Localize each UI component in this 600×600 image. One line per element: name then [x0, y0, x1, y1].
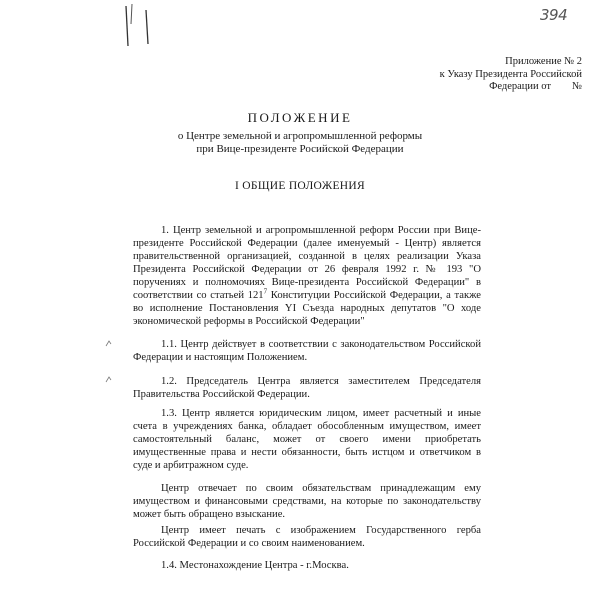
margin-scan-mark-1 [104, 338, 114, 348]
appendix-line-2: к Указу Президента Российской [439, 68, 582, 80]
paragraph-1-2-text: 1.2. Председатель Центра является заместителем Председателя Правительства Российской Федерации. [133, 376, 481, 400]
paragraph-1-4 [133, 559, 481, 572]
scratch-line-3 [146, 10, 148, 44]
paragraph-liability [133, 482, 481, 521]
margin-scan-mark-2 [104, 374, 114, 384]
paragraph-liability-text: Центр отвечает по своим обязательствам принадлежащим ему имуществом и финансовыми средствами, на которые по законодательству может быть обращено взыскание. [133, 483, 481, 520]
subtitle-line-2: при Вице-президенте Росийской Федерации [196, 143, 404, 155]
paragraph-seal-text: Центр имеет печать с изображением Государственного герба Российской Федерации и со своим наименованием. [133, 525, 481, 549]
document-title: ПОЛОЖЕНИЕ [247, 110, 353, 125]
paragraph-1-1-text: 1.1. Центр действует в соответствии с законодательством Российской Федерации и настоящим Положением. [133, 339, 481, 363]
paragraph-1-3 [133, 407, 481, 472]
handwritten-page-number: 394 [540, 6, 568, 24]
subtitle-line-1: о Центре земельной и агропромышленной реформы [177, 130, 423, 142]
appendix-header [322, 56, 582, 94]
scratch-line-2 [131, 4, 132, 24]
appendix-line-3: Федерации от № [489, 81, 582, 92]
paragraph-1-text-b: Конституции Российской Федерации, а также во исполнение Постановления YI Съезда народных депутатов "О ходе экономической реформы в Российской Федерации" [133, 290, 481, 327]
paragraph-1-2 [133, 375, 481, 401]
document-subtitle [0, 130, 600, 156]
paragraph-1-3-text: 1.3. Центр является юридическим лицом, имеет расчетный и иные счета в учреждениях банка, обладает обособленным имуществом, имеет самостоятельный баланс, может от своего имени приобретать имущественные права и нести обязанности, быть истцом и ответчиком в суде и арбитражном суде. [133, 408, 481, 471]
appendix-line-1: Приложение № 2 [505, 56, 582, 67]
paragraph-1-1 [133, 338, 481, 364]
paragraph-1 [133, 224, 481, 328]
binder-scratch-marks [118, 4, 158, 48]
paragraph-seal [133, 524, 481, 550]
section-title: I ОБЩИЕ ПОЛОЖЕНИЯ [235, 180, 365, 192]
scratch-line-1 [126, 6, 128, 46]
paragraph-1-4-text: 1.4. Местонахождение Центра - г.Москва. [161, 560, 349, 571]
paragraph-1-text-a: 1. Центр земельной и агропромышленной реформ России при Вице-президенте Российской Федерации (далее именуемый - Центр) является правительственной организацией, созданной в целях реализации Указа Президента Российской Федерации от 26 февраля 1992 г. № 193 "О поручениях и полномочиях Вице-президента Российской Федерации" в соответствии со статьей 121 [133, 225, 481, 301]
article-superscript: 7 [263, 287, 268, 296]
